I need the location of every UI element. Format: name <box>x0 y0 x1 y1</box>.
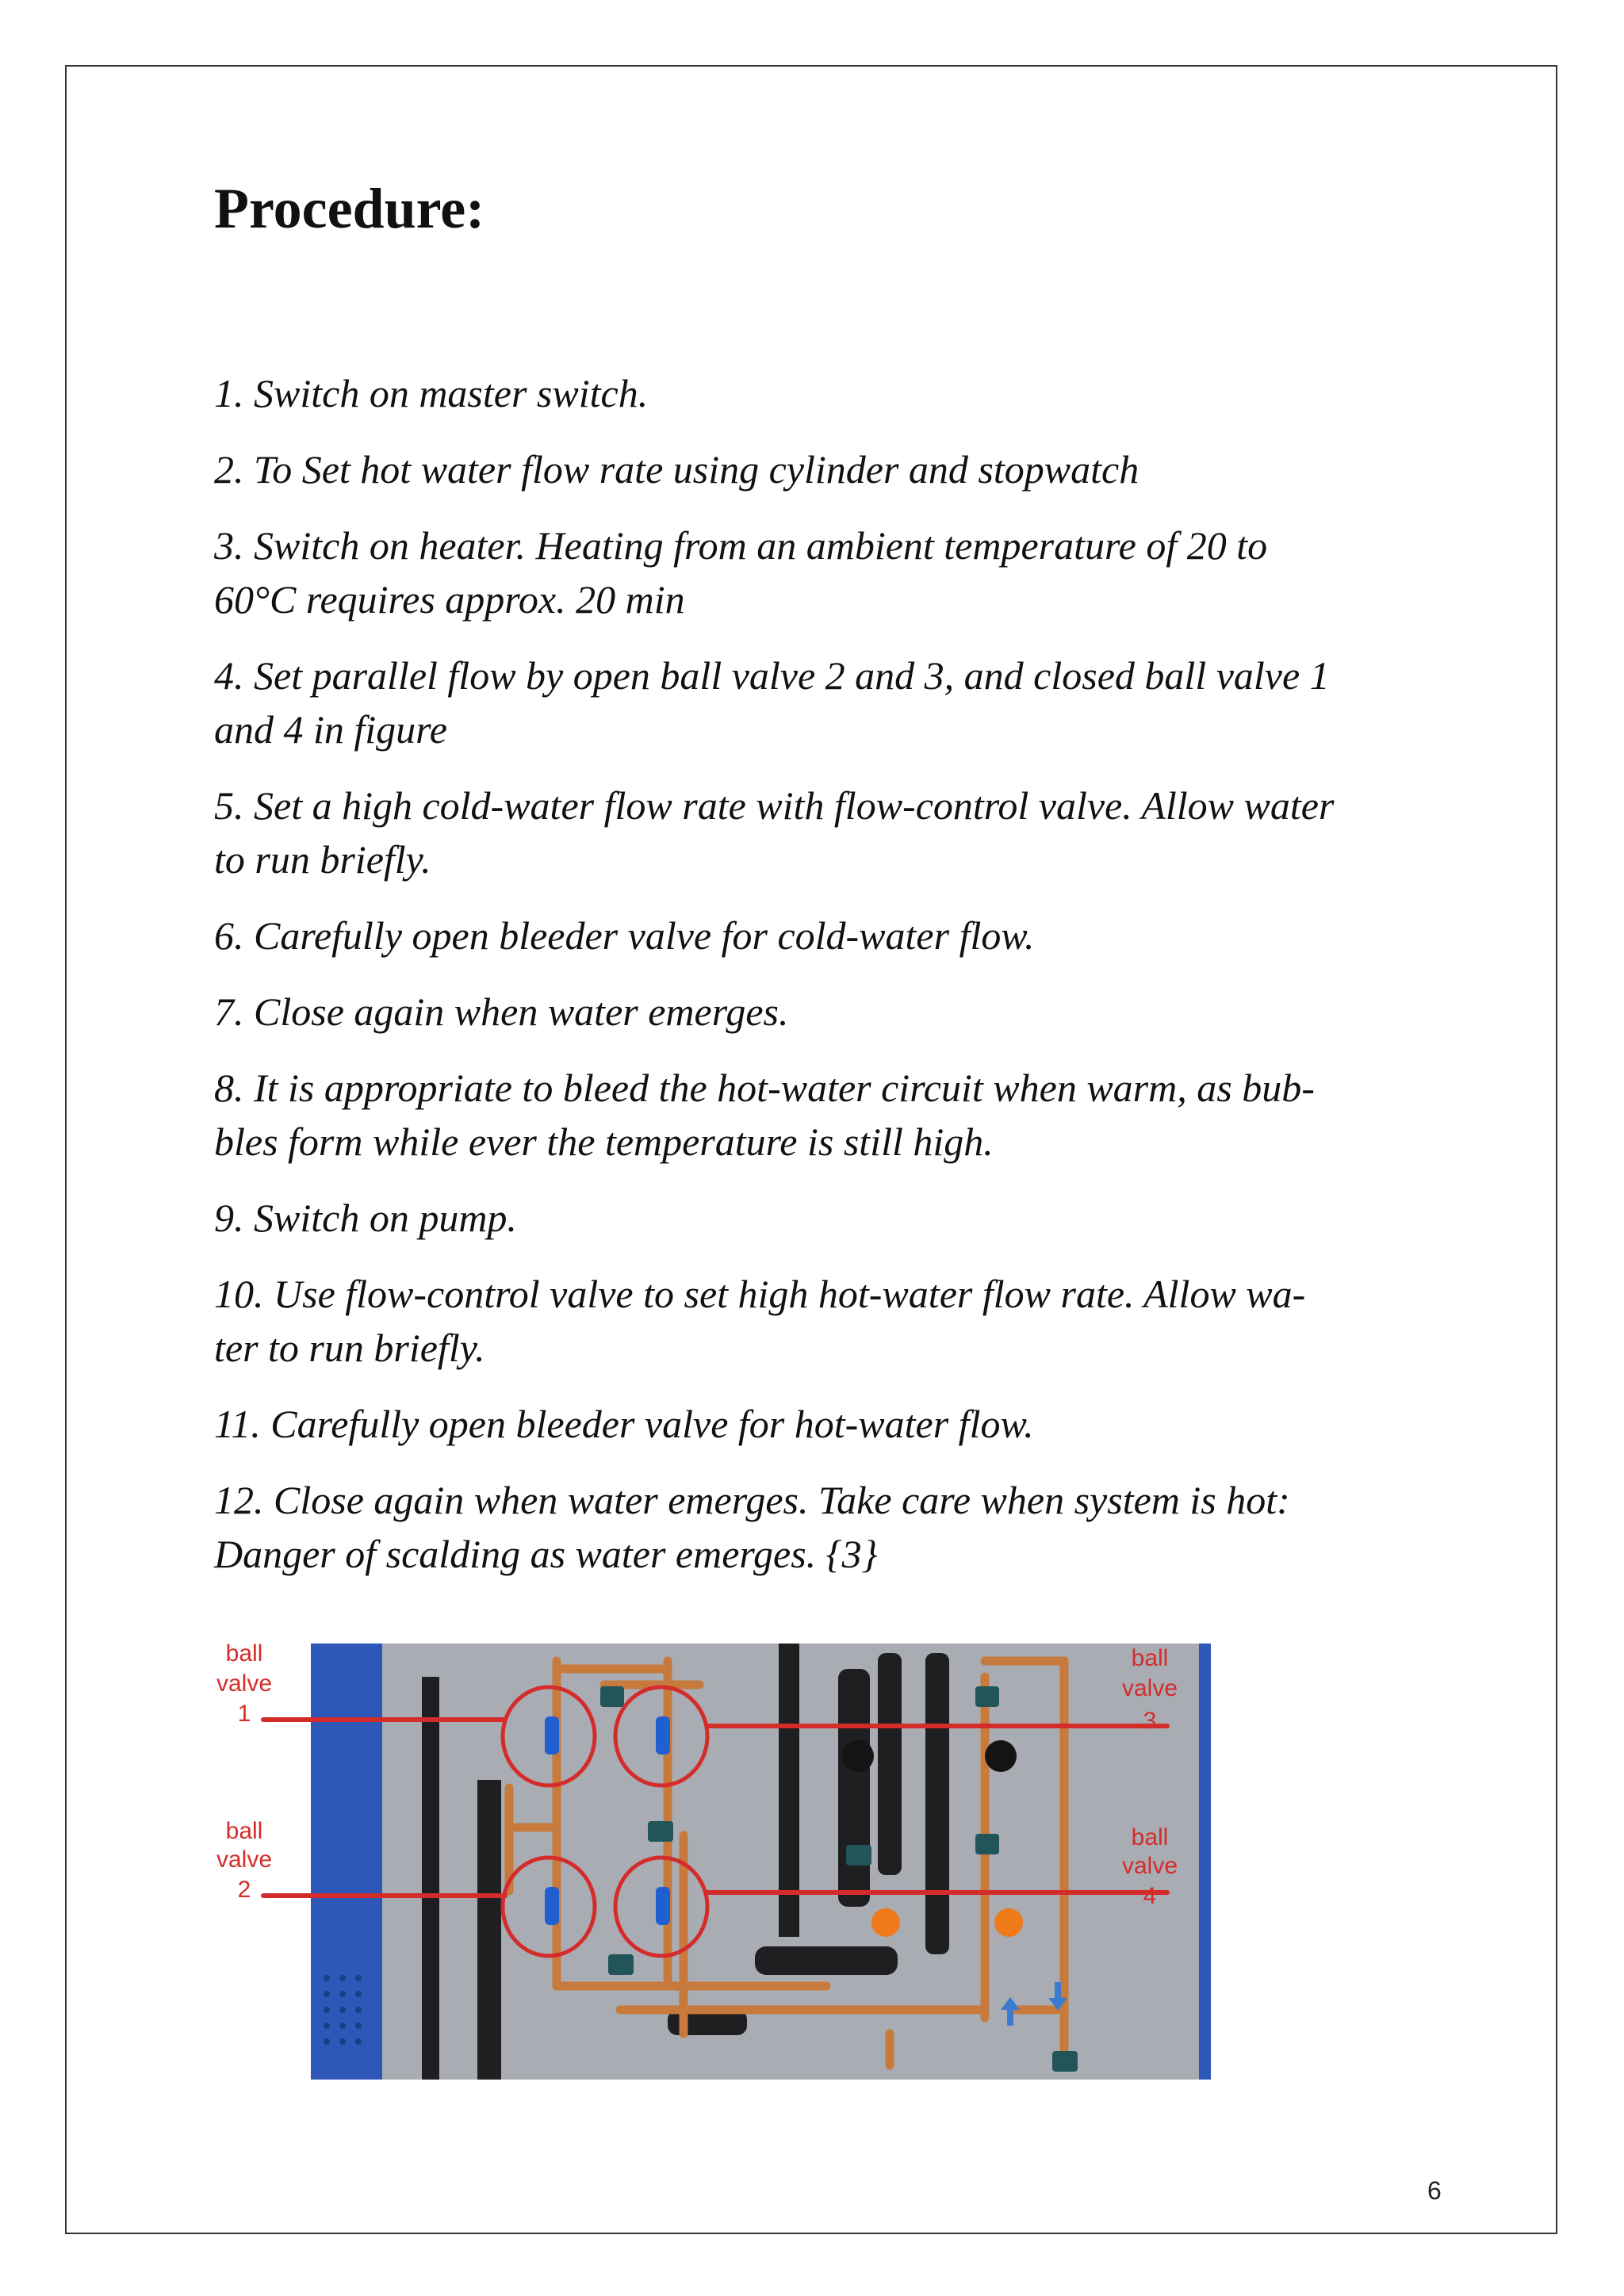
step-line: 2. To Set hot water flow rate using cylinder and stopwatch <box>214 447 1139 492</box>
procedure-step <box>214 519 1475 626</box>
page-number: 6 <box>1427 2176 1442 2205</box>
step-line: 4. Set parallel flow by open ball valve 2 and 3, and closed ball valve 1 <box>214 653 1330 698</box>
procedure-step <box>214 1397 1475 1451</box>
step-line: 10. Use flow-control valve to set high hot-water flow rate. Allow wa- <box>214 1272 1306 1316</box>
procedure-step <box>214 779 1475 886</box>
step-line: 60°C requires approx. 20 min <box>214 577 685 622</box>
blue-frame <box>311 1644 382 2080</box>
procedure-steps <box>214 366 1475 1603</box>
step-line: ter to run briefly. <box>214 1326 485 1370</box>
page-title: Procedure: <box>214 177 485 240</box>
callout-word: ball <box>225 1640 263 1667</box>
step-line: bles form while ever the temperature is still high. <box>214 1119 994 1164</box>
blue-frame-right <box>1199 1644 1211 2080</box>
heat-exchanger-figure <box>208 1637 1239 2085</box>
procedure-step <box>214 1061 1475 1169</box>
procedure-step <box>214 649 1475 756</box>
step-line: to run briefly. <box>214 837 431 882</box>
step-line: Danger of scalding as water emerges. {3} <box>214 1532 878 1576</box>
step-line: 8. It is appropriate to bleed the hot-water circuit when warm, as bub- <box>214 1066 1315 1110</box>
step-line: and 4 in figure <box>214 707 447 752</box>
callout-number: 4 <box>1143 1883 1157 1909</box>
step-line: 3. Switch on heater. Heating from an ambient temperature of 20 to <box>214 523 1268 568</box>
step-line: 12. Close again when water emerges. Take care when system is hot: <box>214 1478 1290 1522</box>
callout-word: valve <box>1121 1853 1178 1879</box>
callout-word: valve <box>1121 1675 1178 1701</box>
procedure-step <box>214 985 1475 1039</box>
procedure-step <box>214 1267 1475 1375</box>
procedure-step <box>214 909 1475 962</box>
step-line: 9. Switch on pump. <box>214 1196 517 1240</box>
heat-exchanger-photo <box>208 1637 1239 2085</box>
callout-word: valve <box>216 1846 273 1873</box>
callout-number: 3 <box>1143 1708 1157 1734</box>
step-line: 11. Carefully open bleeder valve for hot-water flow. <box>214 1402 1034 1446</box>
step-line: 1. Switch on master switch. <box>214 371 649 415</box>
callout-number: 1 <box>237 1701 251 1727</box>
callout-ball-valve-1 <box>216 1640 272 1727</box>
callout-word: ball <box>1131 1645 1169 1671</box>
callout-word: ball <box>225 1818 263 1844</box>
step-line: 7. Close again when water emerges. <box>214 989 789 1034</box>
callout-ball-valve-2 <box>216 1818 272 1903</box>
procedure-step <box>214 366 1475 420</box>
callout-word: ball <box>1131 1824 1169 1850</box>
step-line: 6. Carefully open bleeder valve for cold-water flow. <box>214 913 1035 958</box>
step-line: 5. Set a high cold-water flow rate with flow-control valve. Allow water <box>214 783 1335 828</box>
callout-word: valve <box>216 1670 273 1697</box>
procedure-step <box>214 442 1475 496</box>
procedure-step <box>214 1473 1475 1581</box>
procedure-step <box>214 1191 1475 1245</box>
callout-number: 2 <box>237 1877 251 1903</box>
